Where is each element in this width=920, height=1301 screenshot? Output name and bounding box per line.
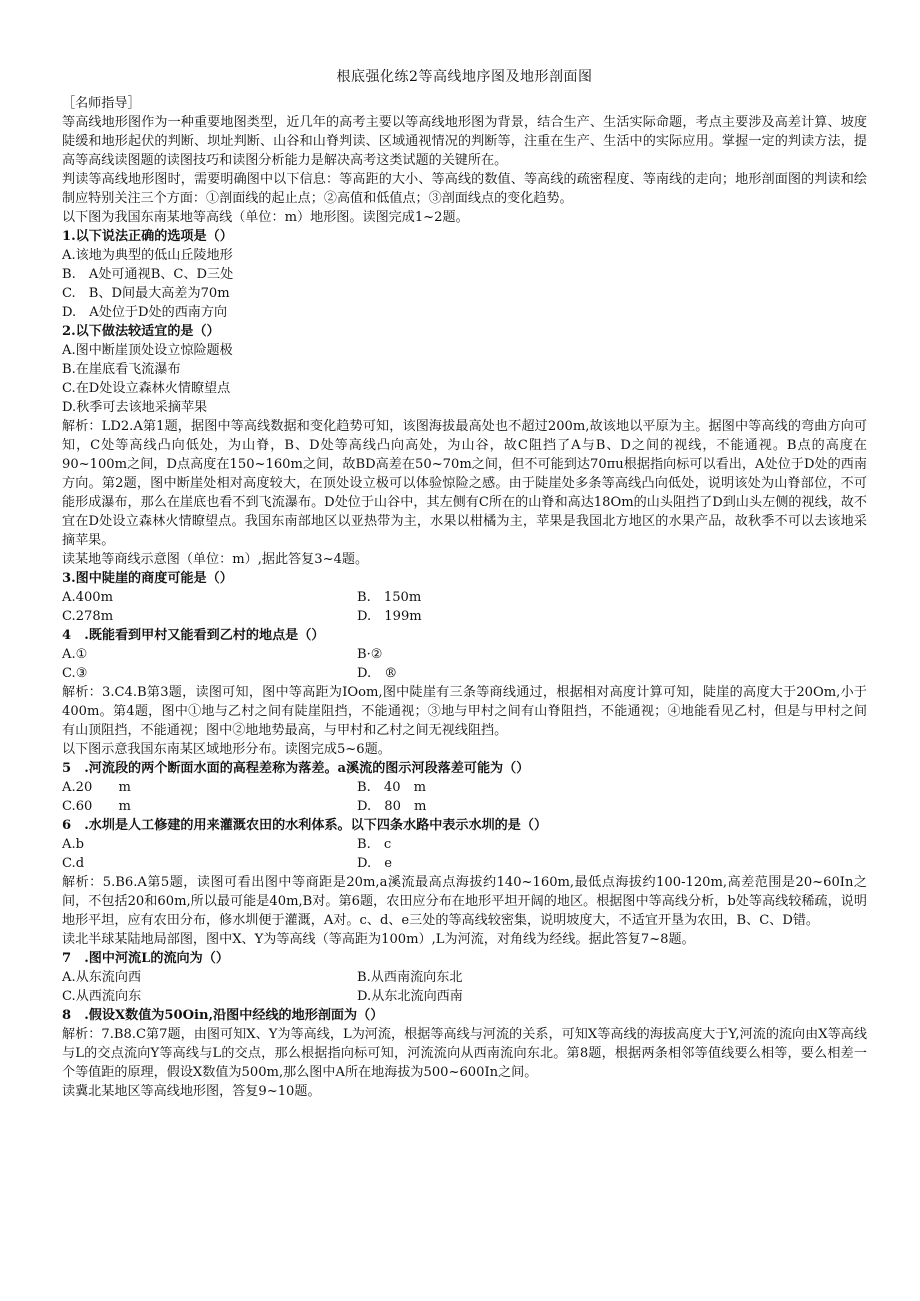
options-row — [62, 664, 867, 683]
option: C.③ — [62, 666, 88, 681]
analysis-7-8: 解析：7.B8.C第7题，由图可知X、Y为等高线，L为河流，根据等高线与河流的关系，可知X等高线的海拔高度大于Y,河流的流向由X等高线与L的交点流向Y等高线与L的交点，那么根据指向标可知，河流流向从西南流向东北。第8题，根据两条相邻等值线要么相等，要么相差一个等值距的原理，假设X数值为500m,那么图中A所在地海拔为500~600In之间。 — [62, 1027, 867, 1080]
option: D. ® — [357, 666, 398, 681]
option: B. c — [357, 837, 392, 852]
option: A.该地为典型的低山丘陵地形 — [62, 248, 233, 263]
question-4: 4 .既能看到甲村又能看到乙村的地点是（） — [62, 628, 325, 643]
options-row — [62, 607, 867, 626]
option: A.b — [62, 837, 84, 852]
options-row — [62, 968, 867, 987]
reading-prompt: 以下图示意我国东南某区域地形分布。读图完成5~6题。 — [62, 742, 391, 757]
option: C.278m — [62, 609, 114, 624]
options-row — [62, 778, 867, 797]
section-heading: ［名师指导］ — [62, 96, 141, 111]
option: A.图中断崖顶处设立惊险题极 — [62, 343, 233, 358]
option: A.400m — [62, 590, 114, 605]
option: C.60 m — [62, 799, 131, 814]
option: A.① — [62, 647, 88, 662]
option: C.d — [62, 856, 85, 871]
option: D. 80 m — [357, 799, 427, 814]
options-row — [62, 854, 867, 873]
options-row — [62, 645, 867, 664]
question-6: 6 .水圳是人工修建的用来灌溉农田的水利体系。以下四条水路中表示水圳的是（） — [62, 818, 548, 833]
question-7: 7 .图中河流L的流向为（） — [62, 951, 229, 966]
option: C.从西流向东 — [62, 989, 142, 1004]
document-page — [62, 66, 867, 1101]
option: C. B、D间最大高差为70m — [62, 286, 230, 301]
option: A.20 m — [62, 780, 131, 795]
options-row — [62, 797, 867, 816]
option: D. 199m — [357, 609, 422, 624]
intro-paragraph: 等高线地形图作为一种重要地图类型，近几年的高考主要以等高线地形图为背景，结合生产、生活实际命题，考点主要涉及高差计算、坡度陡缓和地形起伏的判断、坝址判断、山谷和山脊判读、区域通视情况的判断等，注重在生产、生活中的实际应用。掌握一定的判读方法，提高等高线读图题的读图技巧和读图分析能力是解决高考这类试题的关键所在。 — [62, 115, 867, 168]
intro-paragraph: 判读等高线地形图时，需要明确图中以下信息：等高距的大小、等高线的数值、等高线的疏密程度、等南线的走向；地形剖面图的判读和绘制应特别关注三个方面：①剖面线的起止点；②高值和低值点；③剖面线点的变化趋势。 — [62, 172, 867, 206]
document-title: 根底强化练2等高线地序图及地形剖面图 — [336, 69, 593, 85]
option: B. 150m — [357, 590, 422, 605]
reading-prompt: 读北半球某陆地局部图，图中X、Y为等高线（等高距为100m）,L为河流，对角线为经线。据此答复7~8题。 — [62, 932, 695, 947]
option: D.从东北流向西南 — [357, 989, 463, 1004]
option: B·② — [357, 647, 383, 662]
option: A.从东流向西 — [62, 970, 142, 985]
question-1: 1.以下说法正确的选项是（） — [62, 229, 233, 244]
question-2: 2.以下做法较适宜的是（） — [62, 324, 220, 339]
option: B.从西南流向东北 — [357, 970, 463, 985]
option: B. A处可通视B、C、D三处 — [62, 267, 234, 282]
option: B.在崖底看飞流瀑布 — [62, 362, 181, 377]
option: D. e — [357, 856, 393, 871]
analysis-1-2: 解析：LD2.A第1题，据图中等高线数据和变化趋势可知，该图海拔最高处也不超过200m,故该地以平原为主。据图中等高线的弯曲方向可知，C处等高线凸向低处，为山脊，B、D处等高线凸向高处，为山谷，故C阻挡了A与B、D之间的视线，不能通视。B点的高度在90~100m之间，D点高度在150~160m之间，故BD高差在50~70m之间，但不可能到达70πu根据指向标可以看出，A处位于D处的西南方向。第2题，图中断崖处相对高度较大，在顶处设立极可以体验惊险之感。由于陡崖处多条等高线凸向低处，说明该处为山脊部位，不可能形成瀑布，那么在崖底也看不到飞流瀑布。D处位于山谷中，其左侧有C所在的山脊和高达18Om的山头阻挡了D到山头左侧的视线，故不宜在D处设立森林火情瞭望点。我国东南部地区以亚热带为主，水果以柑橘为主，苹果是我国北方地区的水果产品，故秋季不可以去该地采摘苹果。 — [62, 419, 867, 548]
option: D. A处位于D处的西南方向 — [62, 305, 228, 320]
options-row — [62, 588, 867, 607]
reading-prompt: 以下图为我国东南某地等高线（单位：m）地形图。读图完成1~2题。 — [62, 210, 469, 225]
option: C.在D处设立森林火情瞭望点 — [62, 381, 231, 396]
reading-prompt: 读冀北某地区等高线地形图，答复9~10题。 — [62, 1084, 321, 1099]
option: B. 40 m — [357, 780, 427, 795]
option: D.秋季可去该地采摘苹果 — [62, 400, 208, 415]
options-row — [62, 835, 867, 854]
analysis-3-4: 解析：3.C4.B第3题，读图可知，图中等高距为IOom,图中陡崖有三条等商线通过，根据相对高度计算可知，陡崖的高度大于20Om,小于400m。第4题，图中①地与乙村之间有陡崖阻挡，不能通视；③地与甲村之间有山脊阻挡，不能通视；④地能看见乙村，但是与甲村之间有山顶阻挡，不能通视；图中②地地势最高，与甲村和乙村之间无视线阻挡。 — [62, 685, 867, 738]
options-row — [62, 987, 867, 1006]
question-8: 8 .假设X数值为50Oin,沿图中经线的地形剖面为（） — [62, 1008, 384, 1023]
analysis-5-6: 解析：5.B6.A第5题，读图可看出图中等商距是20m,a溪流最高点海拔约140~160m,最低点海拔约100-120m,高差范围是20~60In之间，不包括20和60m,所以最可能是40m,B对。第6题，农田应分布在地形平坦开阔的地区。根据图中等高线分析，b处等高线较稀疏，说明地形平坦，应有农田分布，修水圳便于灌溉，A对。c、d、e三处的等高线较密集，说明坡度大，不适宜开垦为农田，B、C、D错。 — [62, 875, 867, 928]
question-3: 3.图中陡崖的商度可能是（） — [62, 571, 233, 586]
question-5: 5 .河流段的两个断面水面的高程差称为落差。a溪流的图示河段落差可能为（） — [62, 761, 530, 776]
reading-prompt: 读某地等商线示意图（单位：m）,据此答复3~4题。 — [62, 552, 369, 567]
